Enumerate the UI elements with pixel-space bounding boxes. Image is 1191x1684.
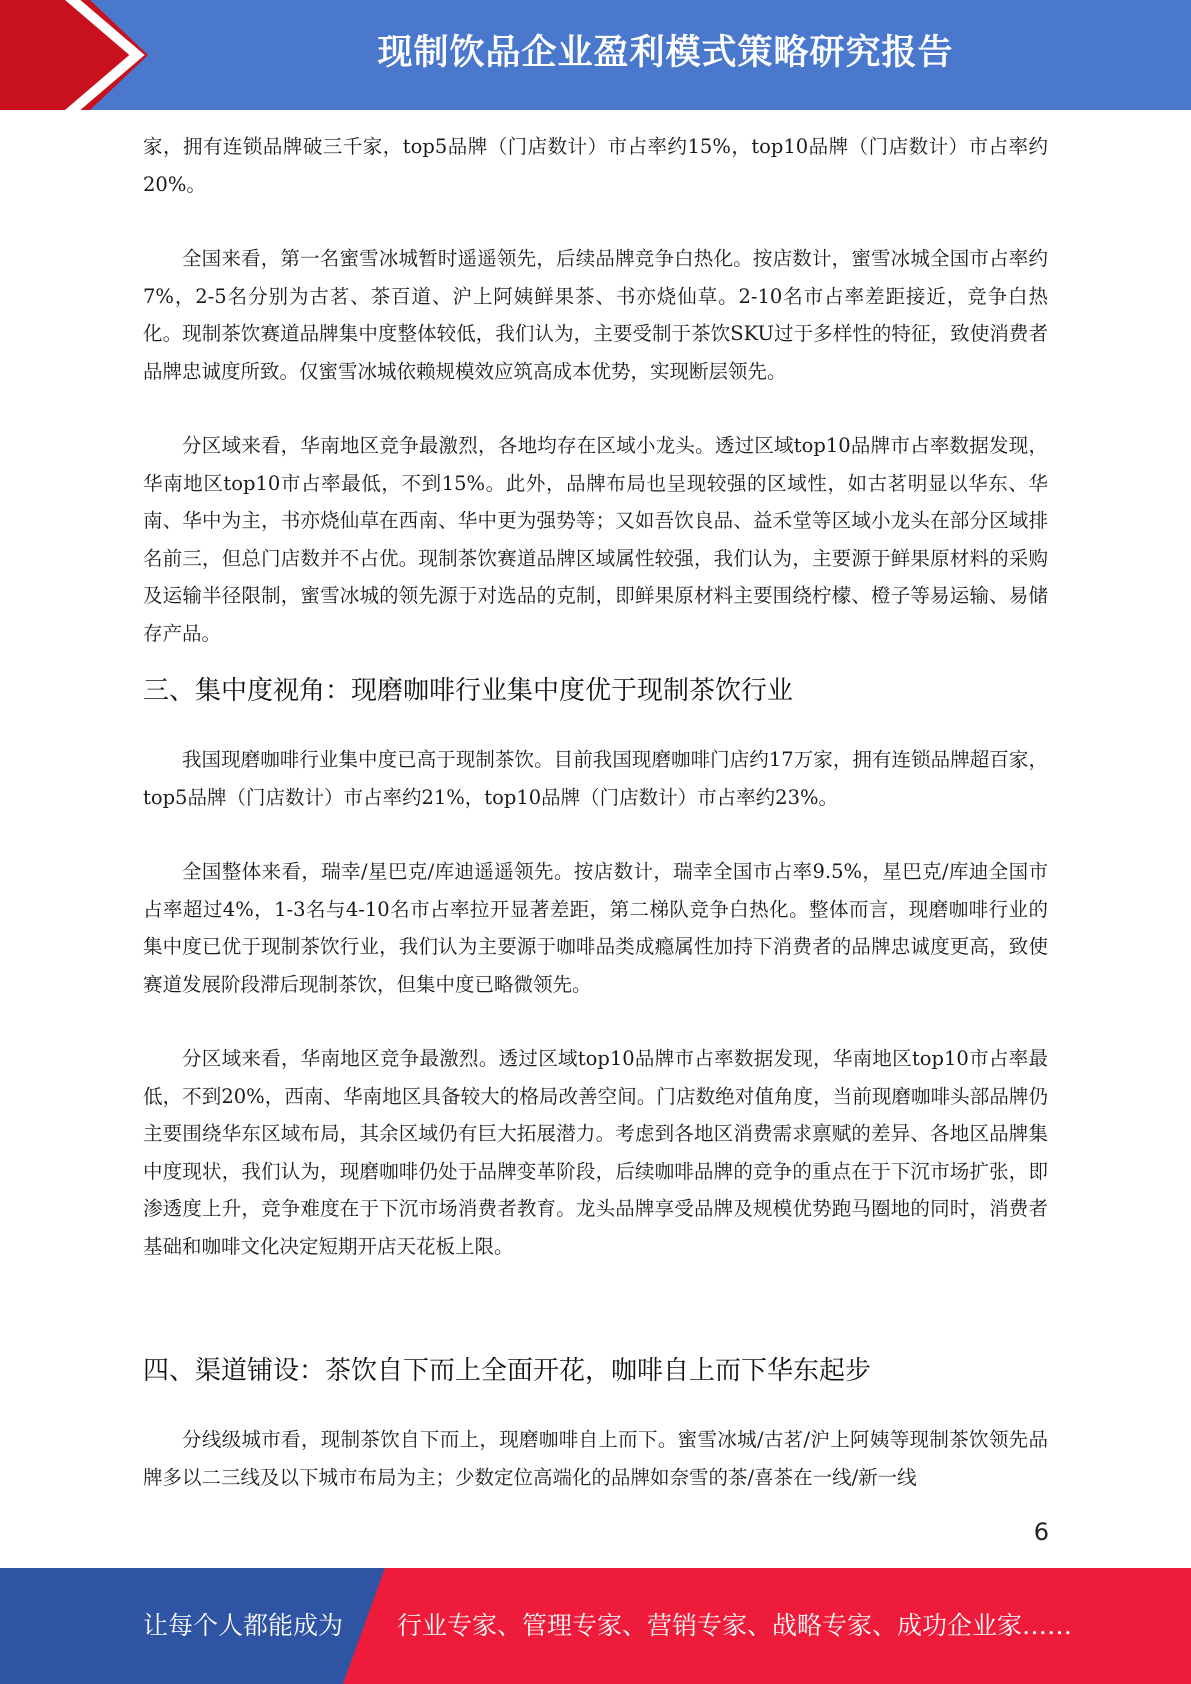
paragraph: 分线级城市看，现制茶饮自下而上，现磨咖啡自上而下。蜜雪冰城/古茗/沪上阿姨等现制茶饮领先品牌多以二三线及以下城市布局为主；少数定位高端化的品牌如奈雪的茶/喜茶在一线/新一线 [143, 1428, 1048, 1489]
document-body [143, 128, 1048, 1496]
paragraph: 我国现磨咖啡行业集中度已高于现制茶饮。目前我国现磨咖啡门店约17万家，拥有连锁品牌超百家，top5品牌（门店数计）市占率约21%，top10品牌（门店数计）市占率约23%。 [143, 748, 1048, 809]
page-header [0, 0, 1191, 110]
page-footer [0, 1568, 1191, 1684]
paragraph: 分区域来看，华南地区竞争最激烈，各地均存在区域小龙头。透过区域top10品牌市占率数据发现，华南地区top10市占率最低，不到15%。此外，品牌布局也呈现较强的区域性，如古茗明显以华东、华南、华中为主，书亦烧仙草在西南、华中更为强势等；又如吾饮良品、益禾堂等区域小龙头在部分区域排名前三，但总门店数并不占优。现制茶饮赛道品牌区域属性较强，我们认为，主要源于鲜果原材料的采购及运输半径限制，蜜雪冰城的领先源于对选品的克制，即鲜果原材料主要围绕柠檬、橙子等易运输、易储存产品。 [143, 434, 1048, 645]
section-heading: 四、渠道铺设：茶饮自下而上全面开花，咖啡自上而下华东起步 [143, 1356, 872, 1386]
paragraph: 全国来看，第一名蜜雪冰城暂时遥遥领先，后续品牌竞争白热化。按店数计，蜜雪冰城全国市占率约7%，2-5名分别为古茗、茶百道、沪上阿姨鲜果茶、书亦烧仙草。2-10名市占率差距接近，竞争白热化。现制茶饮赛道品牌集中度整体较低，我们认为，主要受制于茶饮SKU过于多样性的特征，致使消费者品牌忠诚度所致。仅蜜雪冰城依赖规模效应筑高成本优势，实现断层领先。 [143, 247, 1048, 383]
footer-slogan-left: 让每个人都能成为 [143, 1611, 344, 1640]
paragraph: 全国整体来看，瑞幸/星巴克/库迪遥遥领先。按店数计，瑞幸全国市占率9.5%，星巴克/库迪全国市占率超过4%，1-3名与4-10名市占率拉开显著差距，第二梯队竞争白热化。整体而言，现磨咖啡行业的集中度已优于现制茶饮行业，我们认为主要源于咖啡品类成瘾属性加持下消费者的品牌忠诚度更高，致使赛道发展阶段滞后现制茶饮，但集中度已略微领先。 [143, 860, 1048, 996]
paragraph: 分区域来看，华南地区竞争最激烈。透过区域top10品牌市占率数据发现，华南地区top10市占率最低，不到20%，西南、华南地区具备较大的格局改善空间。门店数绝对值角度，当前现磨咖啡头部品牌仍主要围绕华东区域布局，其余区域仍有巨大拓展潜力。考虑到各地区消费需求禀赋的差异、各地区品牌集中度现状，我们认为，现磨咖啡仍处于品牌变革阶段，后续咖啡品牌的竞争的重点在于下沉市场扩张，即渗透度上升，竞争难度在于下沉市场消费者教育。龙头品牌享受品牌及规模优势跑马圈地的同时，消费者基础和咖啡文化决定短期开店天花板上限。 [143, 1047, 1048, 1258]
section-heading: 三、集中度视角：现磨咖啡行业集中度优于现制茶饮行业 [143, 676, 794, 706]
report-title: 现制饮品企业盈利模式策略研究报告 [377, 33, 954, 73]
footer-slogan-right: 行业专家、管理专家、营销专家、战略专家、成功企业家…… [397, 1611, 1073, 1640]
paragraph: 家，拥有连锁品牌破三千家，top5品牌（门店数计）市占率约15%，top10品牌（门店数计）市占率约20%。 [143, 135, 1048, 196]
page-number: 6 [1033, 1518, 1049, 1546]
